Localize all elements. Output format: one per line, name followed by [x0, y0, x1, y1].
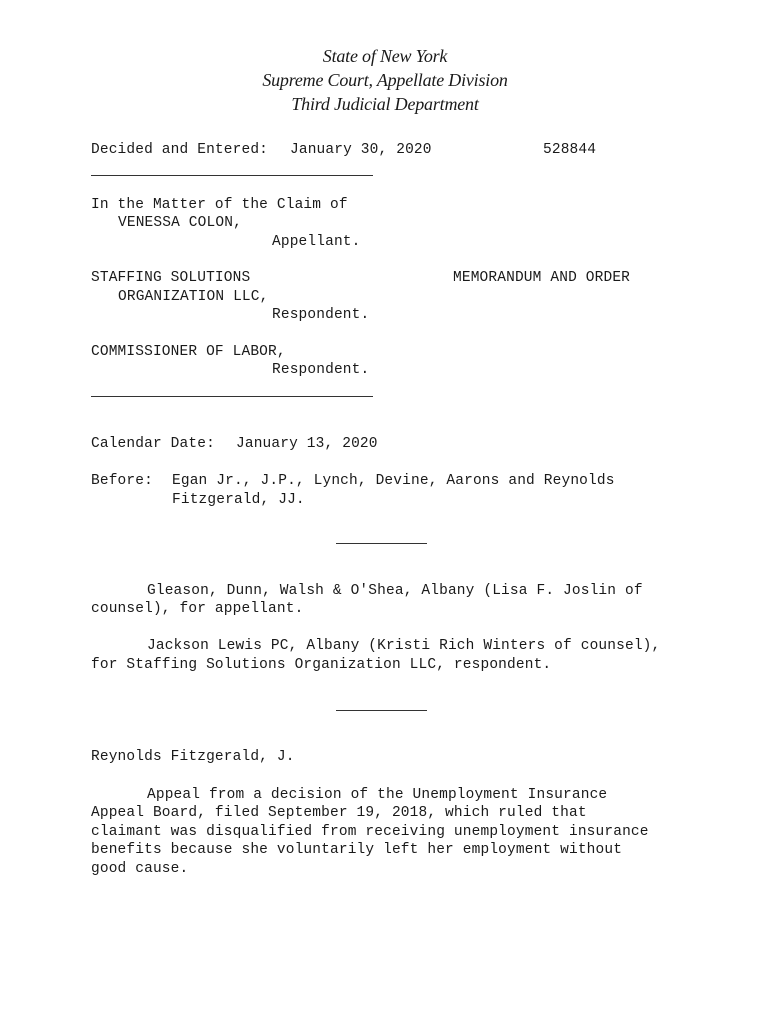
employer-name-line1: STAFFING SOLUTIONS [91, 270, 251, 286]
decided-date: January 30, 2020 [290, 142, 432, 158]
respondent-counsel-line2: for Staffing Solutions Organization LLC, respondent. [91, 657, 552, 673]
opinion-text-line: claimant was disqualified from receiving unemployment insurance [91, 824, 649, 840]
claimant-name: VENESSA COLON, [118, 215, 242, 231]
caption-top-rule [91, 175, 373, 176]
court-name: Supreme Court, Appellate Division [262, 70, 508, 90]
panel-line2: Fitzgerald, JJ. [172, 492, 305, 508]
opinion-text-line: Appeal from a decision of the Unemployment Insurance [147, 787, 608, 803]
disposition-title: MEMORANDUM AND ORDER [453, 270, 631, 286]
claimant-role: Appellant. [272, 234, 361, 250]
appellant-counsel-line2: counsel), for appellant. [91, 601, 304, 617]
respondent-counsel-line1: Jackson Lewis PC, Albany (Kristi Rich Winters of counsel), [147, 638, 661, 654]
panel-label: Before: [91, 473, 153, 489]
court-department: Third Judicial Department [291, 94, 479, 114]
calendar-label: Calendar Date: [91, 436, 215, 452]
calendar-date: January 13, 2020 [236, 436, 378, 452]
opinion-text-line: benefits because she voluntarily left her employment without [91, 842, 623, 858]
employer-name-line2: ORGANIZATION LLC, [118, 289, 269, 305]
panel-line1: Egan Jr., J.P., Lynch, Devine, Aarons and Reynolds [172, 473, 615, 489]
decided-label: Decided and Entered: [91, 142, 269, 158]
opinion-author: Reynolds Fitzgerald, J. [91, 749, 295, 765]
claim-line: In the Matter of the Claim of [91, 197, 348, 213]
appellant-counsel-line1: Gleason, Dunn, Walsh & O'Shea, Albany (Lisa F. Joslin of [147, 583, 643, 599]
caption-bottom-rule [91, 396, 373, 397]
section-divider [336, 710, 427, 711]
commissioner-role: Respondent. [272, 362, 370, 378]
opinion-text-line: good cause. [91, 861, 189, 877]
commissioner-name: COMMISSIONER OF LABOR, [91, 344, 286, 360]
court-state: State of New York [322, 46, 448, 66]
employer-role: Respondent. [272, 307, 370, 323]
opinion-text-line: Appeal Board, filed September 19, 2018, which ruled that [91, 805, 587, 821]
docket-number: 528844 [543, 142, 597, 158]
section-divider [336, 543, 427, 544]
